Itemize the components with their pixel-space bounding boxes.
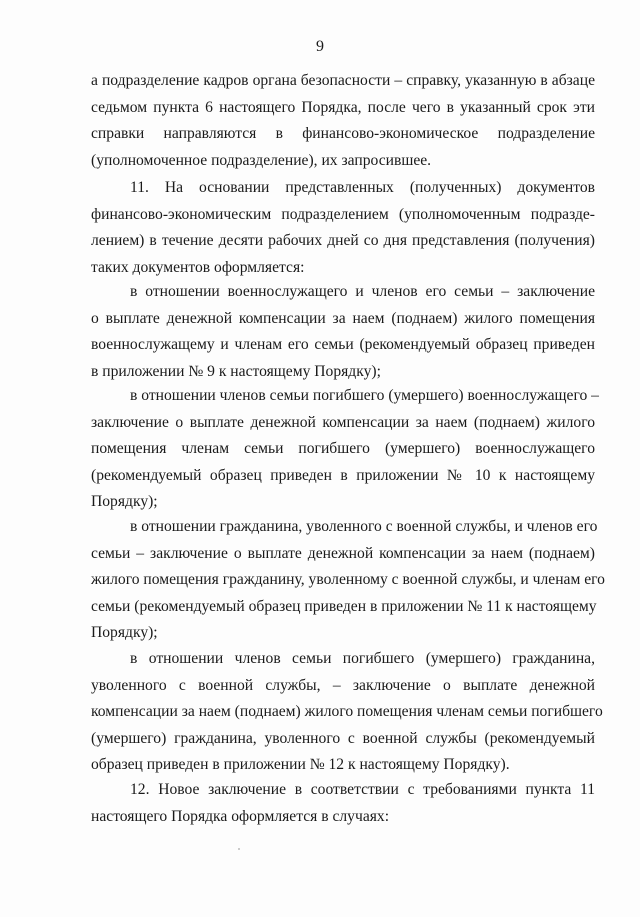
text-line: а подразделение кадров органа безопасности – справку, указанную в абзаце <box>91 72 595 89</box>
text-line: 12. Новое заключение в соответствии с требованиями пункта 11 <box>130 781 595 798</box>
text-line: седьмом пункта 6 настоящего Порядка, после чего в указанный срок эти <box>91 98 595 116</box>
text-line: справки направляются в финансово-экономическое подразделение <box>91 125 595 142</box>
paragraph-clause-11 <box>91 175 595 281</box>
text-line: (уполномоченное подразделение), их запросившее. <box>91 151 432 169</box>
scan-speck <box>238 848 240 850</box>
text-line: в отношении гражданина, уволенного с военной службы, и членов его <box>130 518 598 535</box>
text-line: финансово-экономическим подразделением (уполномоченным подразде- <box>91 205 595 223</box>
text-line: в отношении членов семьи погибшего (умершего) гражданина, <box>130 650 595 667</box>
text-line: жилого помещения гражданину, уволенному с военной службы, и членам его <box>91 571 605 588</box>
text-line: Порядку); <box>91 493 158 510</box>
paragraph-discharged-citizen <box>91 514 605 647</box>
text-line: в отношении военнослужащего и членов его семьи – заключение <box>130 283 595 300</box>
text-line: уволенного с военной службы, – заключение о выплате денежной <box>91 676 595 694</box>
text-line: (умершего) гражданина, уволенного с военной службы (рекомендуемый <box>91 729 595 747</box>
text-line: военнослужащему и членам его семьи (рекомендуемый образец приведен <box>91 336 595 353</box>
text-line: семьи – заключение о выплате денежной компенсации за наем (поднаем) <box>91 544 595 562</box>
text-line: семьи (рекомендуемый образец приведен в приложении № 11 к настоящему <box>91 597 597 615</box>
paragraph-deceased-servicemember-family <box>91 383 599 516</box>
text-line: помещения членам семьи погибшего (умершего) военнослужащего <box>91 440 595 457</box>
text-line: 11. На основании представленных (полученных) документов <box>130 179 595 196</box>
text-line: настоящего Порядка оформляется в случаях: <box>91 807 390 825</box>
text-line: лением) в течение десяти рабочих дней со дня представления (получения) <box>91 232 595 249</box>
text-line: в приложении № 9 к настоящему Порядку); <box>91 362 381 380</box>
text-line: компенсации за наем (поднаем) жилого помещения членам семьи погибшего <box>91 703 603 720</box>
text-line: в отношении членов семьи погибшего (умершего) военнослужащего – <box>130 387 599 404</box>
paragraph-clause-12 <box>91 777 595 830</box>
text-line: о выплате денежной компенсации за наем (поднаем) жилого помещения <box>91 309 595 327</box>
text-line: Порядку); <box>91 624 158 641</box>
text-line: (рекомендуемый образец приведен в приложении № 10 к настоящему <box>91 466 595 484</box>
paragraph-continuation <box>91 68 595 174</box>
text-line: таких документов оформляется: <box>91 258 305 276</box>
paragraph-deceased-citizen-family <box>91 646 603 779</box>
paragraph-servicemember <box>91 279 595 385</box>
page-number: 9 <box>316 38 324 55</box>
text-line: образец приведен в приложении № 12 к настоящему Порядку). <box>91 756 510 773</box>
text-line: заключение о выплате денежной компенсации за наем (поднаем) жилого <box>91 413 595 431</box>
